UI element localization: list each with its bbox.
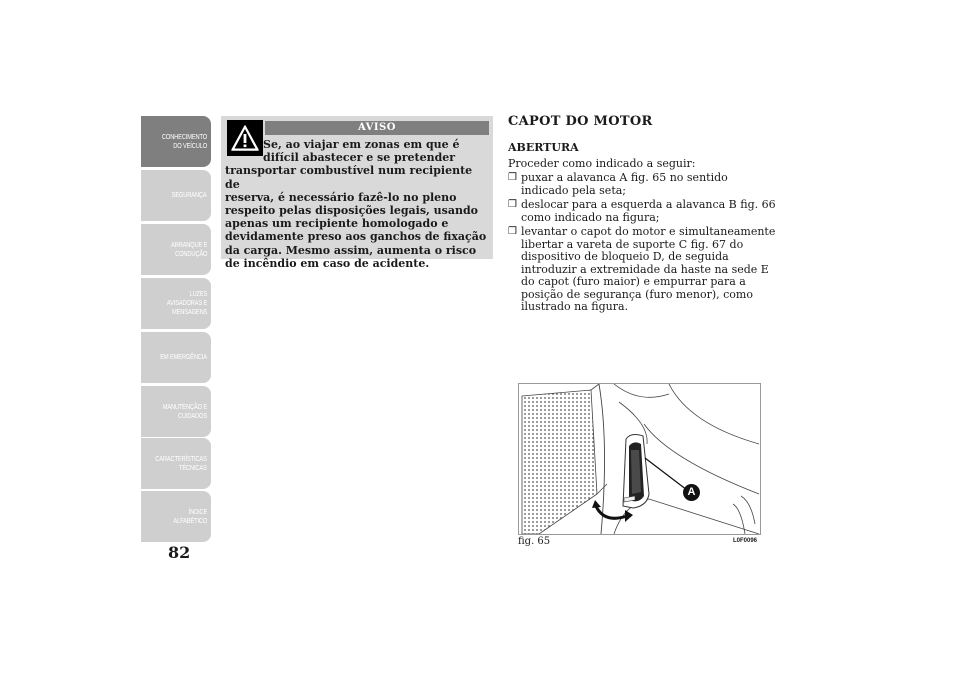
warning-line: difícil abastecer e se pretender bbox=[263, 151, 456, 165]
list-item: ❒ levantar o capot do motor e simultaneamente libertar a vareta de suporte C fig. 67 do dispositivo de bloqueio D, de seguida introduzir a extremidade da haste na sede E do capot (furo maior) e empurrar para a posição de segurança (furo menor), como ilustrado na figura. bbox=[508, 225, 776, 313]
figure-caption: fig. 65 bbox=[518, 536, 551, 547]
list-item: ❒ puxar a alavanca A fig. 65 no sentido indicado pela seta; bbox=[508, 171, 728, 197]
tab-seguranca[interactable]: SEGURANÇA bbox=[141, 170, 211, 221]
warning-text bbox=[225, 138, 489, 270]
bullet-icon: ❒ bbox=[508, 172, 517, 183]
tab-indice-alfabetico[interactable]: ÍNDICE ALFABÉTICO bbox=[141, 491, 211, 542]
warning-line: apenas um recipiente homologado e bbox=[225, 217, 449, 231]
content-column bbox=[508, 114, 778, 316]
section-title: CAPOT DO MOTOR bbox=[508, 114, 653, 129]
warning-line: da carga. Mesmo assim, aumenta o risco bbox=[225, 243, 477, 257]
bullet-icon: ❒ bbox=[508, 199, 517, 210]
steps-list bbox=[508, 172, 778, 314]
warning-line: respeito pelas disposições legais, usando bbox=[225, 204, 479, 218]
warning-line: Se, ao viajar em zonas em que é bbox=[263, 138, 460, 151]
figure-code: L0F0096 bbox=[733, 538, 758, 544]
tab-conhecimento-do-veiculo[interactable]: CONHECIMENTO DO VEÍCULO bbox=[141, 116, 211, 167]
warning-header: AVISO bbox=[265, 121, 489, 135]
intro-text: Proceder como indicado a seguir: bbox=[508, 157, 696, 170]
list-item: ❒ deslocar para a esquerda a alavanca B fig. 66 como indicado na figura; bbox=[508, 198, 776, 224]
subsection-title: ABERTURA bbox=[508, 141, 579, 154]
tab-luzes-avisadoras[interactable]: LUZES AVISADORAS E MENSAGENS bbox=[141, 278, 211, 329]
tab-arranque-e-conducao[interactable]: ARRANQUE E CONDUÇÃO bbox=[141, 224, 211, 275]
warning-box bbox=[221, 116, 493, 270]
tab-manutencao-e-cuidados[interactable]: MANUTENÇÃO E CUIDADOS bbox=[141, 386, 211, 437]
hood-release-illustration bbox=[519, 384, 760, 534]
warning-line: reserva, é necessário fazê-lo no pleno bbox=[225, 190, 457, 204]
label-a-badge: A bbox=[683, 484, 700, 501]
page-number: 82 bbox=[168, 543, 191, 562]
warning-line: de incêndio em caso de acidente. bbox=[225, 256, 430, 270]
warning-line: devidamente preso aos ganchos de fixação bbox=[225, 230, 487, 244]
warning-line: transportar combustível num recipiente de bbox=[225, 164, 473, 191]
tab-em-emergencia[interactable]: EM EMERGÊNCIA bbox=[141, 332, 211, 383]
figure-65 bbox=[518, 383, 761, 535]
bullet-icon: ❒ bbox=[508, 226, 517, 237]
tab-caracteristicas-tecnicas[interactable]: CARACTERÍSTICAS TÉCNICAS bbox=[141, 438, 211, 489]
